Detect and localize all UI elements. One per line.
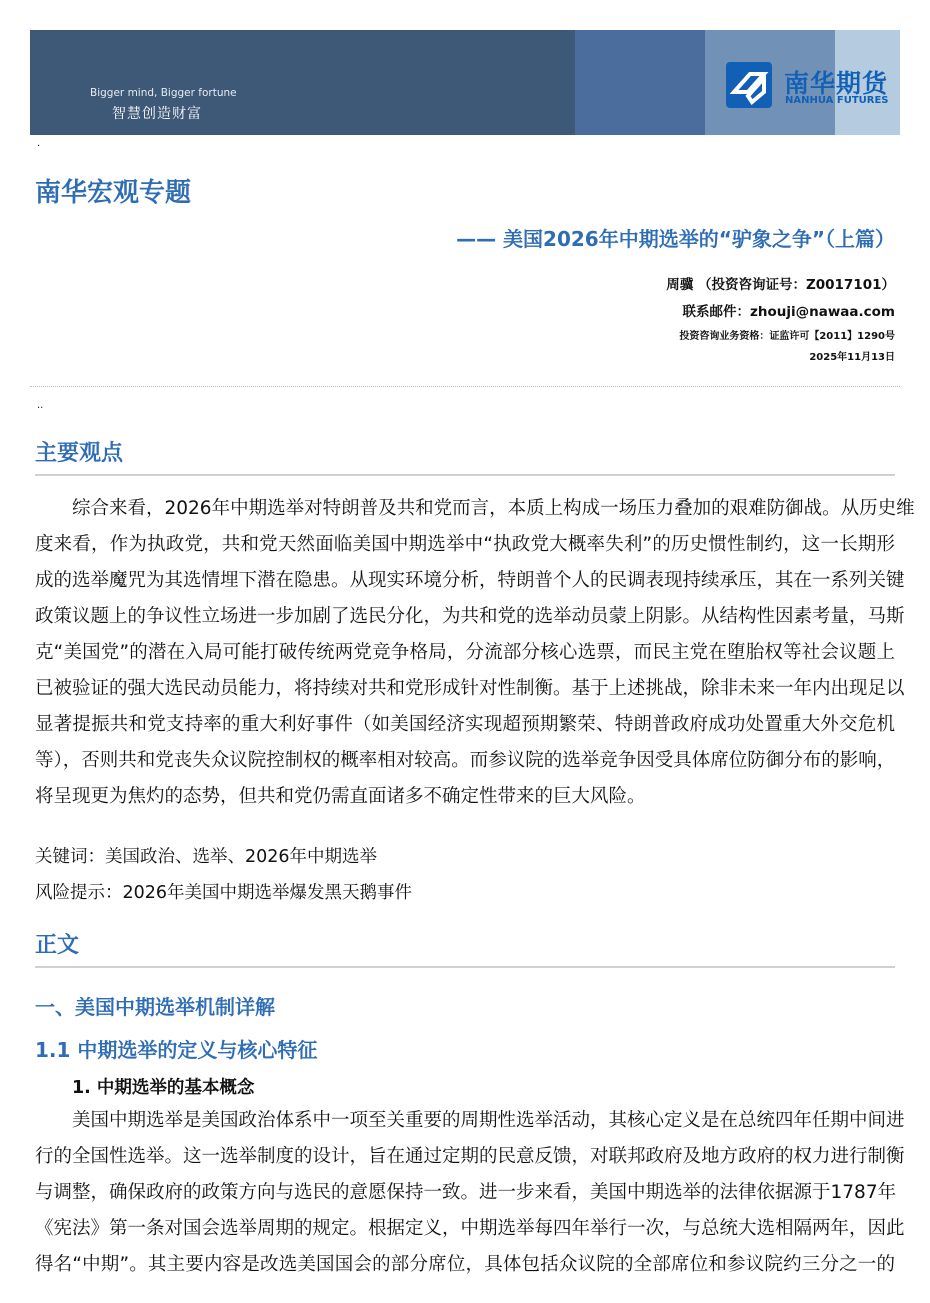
- text-line: 美国中期选举是美国政治体系中一项至关重要的周期性选举活动，其核心定义是在总统四年任期中间进: [72, 1110, 905, 1131]
- text-line: 显著提振共和党支持率的重大利好事件（如美国经济实现超预期繁荣、特朗普政府成功处置重大外交危机: [35, 714, 895, 735]
- nanhua-logo-icon: [726, 62, 772, 108]
- report-subtitle: —— 美国2026年中期选举的“驴象之争”（上篇）: [456, 227, 895, 251]
- text-line: 《宪法》第一条对国会选举周期的规定。根据定义，中期选举每四年举行一次，与总统大选相隔两年，因此: [35, 1218, 905, 1239]
- license: 投资咨询业务资格：证监许可【2011】1290号: [679, 331, 895, 342]
- dot-mark-2: ..: [37, 400, 44, 411]
- subsection-heading: 1. 中期选举的基本概念: [72, 1078, 255, 1098]
- divider: [35, 474, 895, 476]
- divider: [35, 966, 895, 968]
- text-line: 综合来看，2026年中期选举对特朗普及共和党而言，本质上构成一场压力叠加的艰难防御战。从历史维: [72, 498, 915, 519]
- author: 周骥 （投资咨询证号：Z0017101）: [666, 277, 895, 293]
- text-line: 得名“中期”。其主要内容是改选美国国会的部分席位，具体包括众议院的全部席位和参议院约三分之一的: [35, 1254, 895, 1275]
- text-line: 度来看，作为执政党，共和党天然面临美国中期选举中“执政党大概率失利”的历史惯性制约，这一长期形: [35, 534, 895, 555]
- risk-warning: 风险提示：2026年美国中期选举爆发黑天鹅事件: [35, 883, 413, 903]
- divider: [30, 386, 900, 387]
- section-heading-1: 一、美国中期选举机制详解: [35, 995, 275, 1019]
- dot-mark: .: [37, 138, 41, 149]
- logo-text-en: NANHUA FUTURES: [785, 95, 889, 106]
- author-email[interactable]: 联系邮件：zhouji@nawaa.com: [682, 304, 895, 320]
- text-line: 已被验证的强大选民动员能力，将持续对共和党形成针对性制衡。基于上述挑战，除非未来一年内出现足以: [35, 678, 905, 699]
- slogan-cn: 智慧创造财富: [112, 106, 202, 122]
- body-heading: 正文: [35, 933, 80, 958]
- keywords: 关键词：美国政治、选举、2026年中期选举: [35, 847, 378, 867]
- logo-text-cn: 南华期货: [784, 69, 889, 98]
- text-line: 将呈现更为焦灼的态势，但共和党仍需直面诸多不确定性带来的巨大风险。: [35, 786, 646, 807]
- text-line: 克“美国党”的潜在入局可能打破传统两党竞争格局，分流部分核心选票，而民主党在堕胎权等社会议题上: [35, 642, 895, 663]
- text-line: 政策议题上的争议性立场进一步加剧了选民分化，为共和党的选举动员蒙上阴影。从结构性因素考量，马斯: [35, 606, 905, 627]
- text-line: 与调整，确保政府的政策方向与选民的意愿保持一致。进一步来看，美国中期选举的法律依据源于1787年: [35, 1182, 897, 1203]
- report-date: 2025年11月13日: [809, 352, 895, 363]
- section-heading-1-1: 1.1 中期选举的定义与核心特征: [35, 1038, 318, 1062]
- text-line: 行的全国性选举。这一选举制度的设计，旨在通过定期的民意反馈，对联邦政府及地方政府的权力进行制衡: [35, 1146, 905, 1167]
- report-title: 南华宏观专题: [35, 178, 192, 208]
- summary-heading: 主要观点: [35, 441, 124, 466]
- slogan-en: Bigger mind, Bigger fortune: [90, 87, 237, 99]
- text-line: 等），否则共和党丧失众议院控制权的概率相对较高。而参议院的选举竞争因受具体席位防御分布的影响，: [35, 750, 896, 771]
- text-line: 成的选举魔咒为其选情埋下潜在隐患。从现实环境分析，特朗普个人的民调表现持续承压，其在一系列关键: [35, 570, 905, 591]
